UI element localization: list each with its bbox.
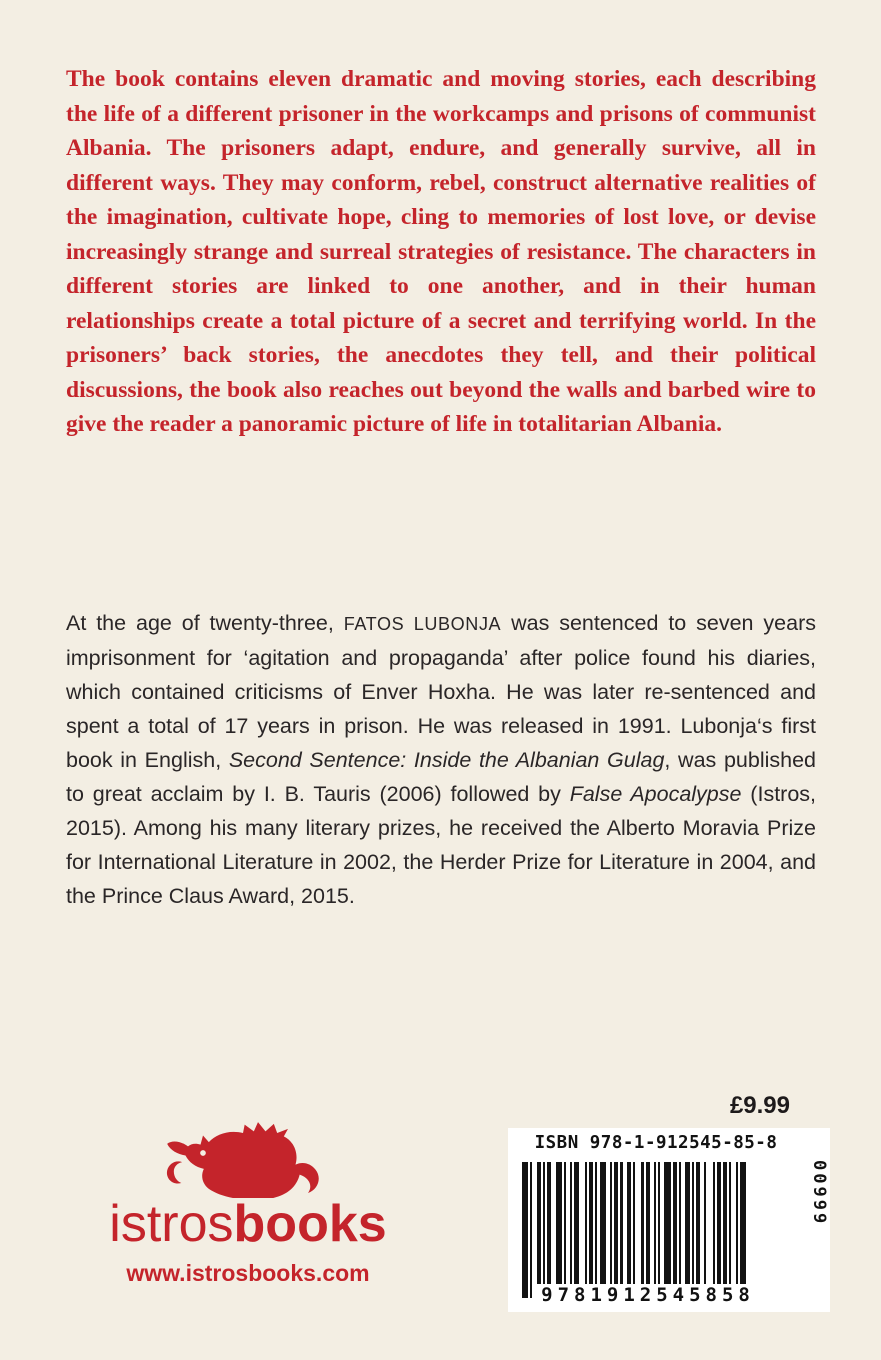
price-label: £9.99 [729,1092,790,1119]
author-bio-paragraph: At the age of twenty-three, FATOS LUBONJA was sentenced to seven years imprisonment for ‘agitation and propaganda’ after police found his diaries, which contained criticisms of Enver Hoxha. He was later re-sentenced and spent a total of 17 years in prison. He was released in 1991. Lubonja‘s first book in English, Second Sentence: Inside the Albanian Gulag, was published to great acclaim by I. B. Tauris (2006) followed by False Apocalypse (Istros, 2015). Among his many literary prizes, he received the Alberto Moravia Prize for International Literature in 2002, the Herder Prize for Literature in 2004, and the Prince Claus Award, 2015. [66,611,817,908]
seahorse-icon [48,1118,448,1198]
publisher-name-istros: istros [109,1195,234,1253]
publisher-name [48,1196,448,1252]
publisher-website: www.istrosbooks.com [126,1260,370,1286]
barcode-bars [522,1162,794,1298]
publisher-logo-block [48,1118,448,1287]
isbn-label: ISBN 978-1-912545-85-8 [534,1133,778,1153]
synopsis-paragraph: The book contains eleven dramatic and moving stories, each describing the life of a different prisoner in the workcamps and prisons of communist Albania. The prisoners adapt, endure, and generally survive, all in different ways. They may conform, rebel, construct alternative realities of the imagination, cultivate hope, cling to memories of lost love, or devise increasingly strange and surreal strategies of resistance. The characters in different stories are linked to one another, and in their human relationships create a total picture of a secret and terrifying world. In the prisoners’ back stories, the anecdotes they tell, and their political discussions, the book also reaches out beyond the walls and barbed wire to give the reader a panoramic picture of life in totalitarian Albania. [66,66,816,437]
barcode-number: 9781912545858 [536,1284,760,1306]
barcode-addon-code: 00999 [809,1160,829,1227]
barcode [508,1128,830,1312]
publisher-name-books: books [233,1195,387,1253]
